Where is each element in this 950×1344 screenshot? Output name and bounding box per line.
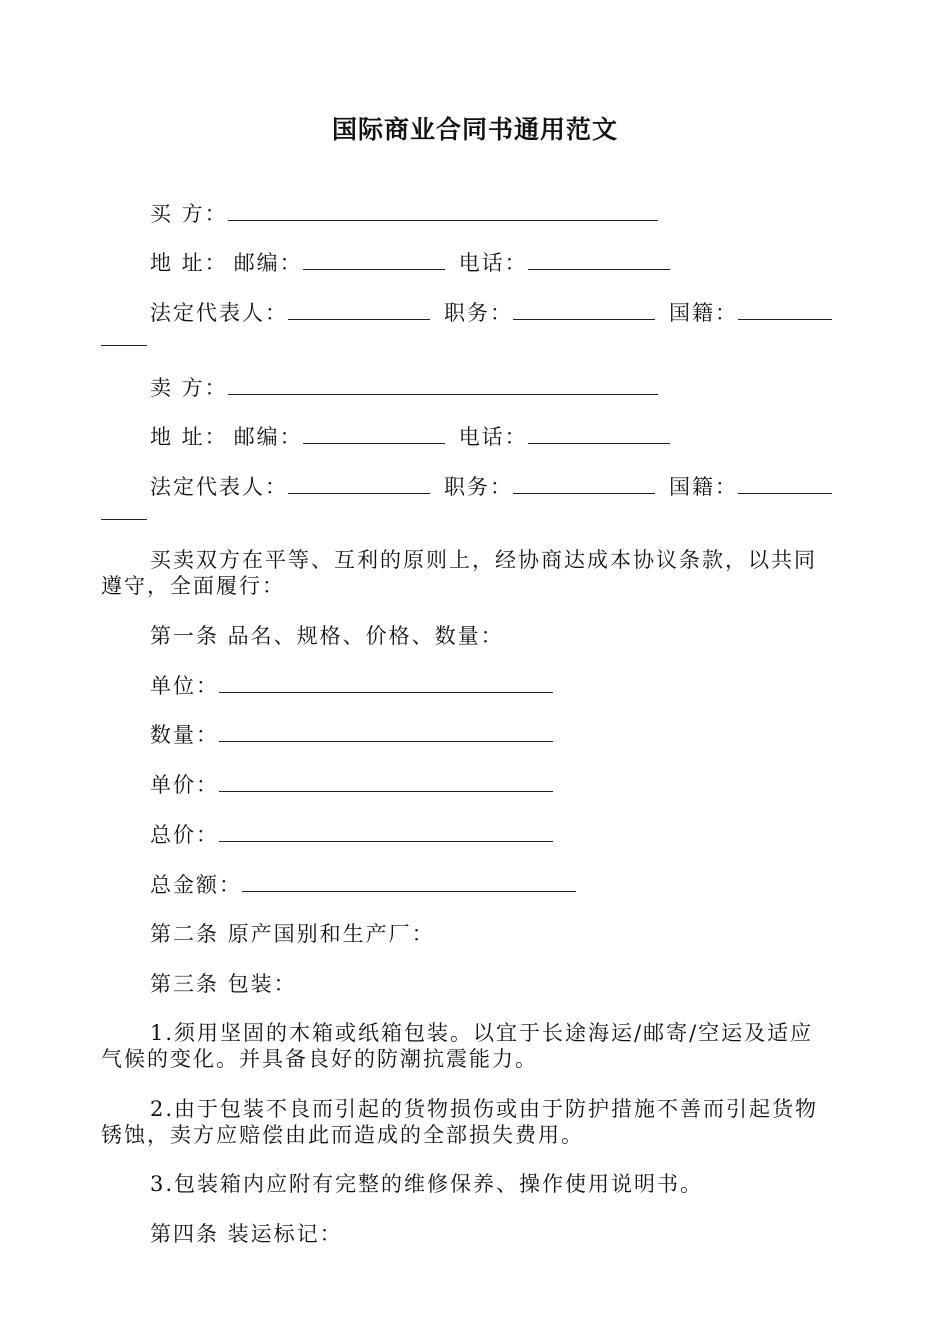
- intro-line-2: 遵守，全面履行：: [101, 574, 285, 598]
- buyer-position-blank[interactable]: [513, 301, 655, 320]
- buyer-nationality-blank-cont[interactable]: [101, 327, 147, 346]
- buyer-line: [150, 200, 658, 228]
- buyer-address-line: [150, 249, 670, 277]
- intro-line-1: 买卖双方在平等、互利的原则上，经协商达成本协议条款，以共同: [150, 548, 817, 572]
- article2-heading: 第二条 原产国别和生产厂：: [150, 922, 435, 946]
- unit-price-label: 单价：: [150, 773, 219, 797]
- unit-blank[interactable]: [219, 674, 553, 693]
- packing-item1-line2: 气候的变化。并具备良好的防潮抗震能力。: [101, 1047, 538, 1071]
- buyer-address-label: 地 址：: [150, 251, 228, 275]
- seller-position-label: 职务：: [444, 475, 513, 499]
- seller-rep-line: [150, 473, 832, 501]
- buyer-nationality-blank[interactable]: [738, 301, 832, 320]
- buyer-nationality-continuation: [101, 325, 147, 353]
- document-title: 国际商业合同书通用范文: [331, 115, 618, 144]
- article4-heading: 第四条 装运标记：: [150, 1222, 343, 1246]
- seller-rep-blank[interactable]: [288, 475, 430, 494]
- buyer-nationality-label: 国籍：: [669, 301, 738, 325]
- buyer-position-label: 职务：: [444, 301, 513, 325]
- quantity-label: 数量：: [150, 723, 219, 747]
- quantity-line: [150, 721, 553, 749]
- packing-item1-line1: 1.须用坚固的木箱或纸箱包装。以宜于长途海运/邮寄/空运及适应: [150, 1021, 814, 1045]
- buyer-name-blank[interactable]: [228, 202, 658, 221]
- article3-heading: 第三条 包装：: [150, 972, 297, 996]
- buyer-rep-line: [150, 299, 832, 327]
- seller-line: [150, 374, 658, 402]
- seller-name-blank[interactable]: [228, 376, 658, 395]
- buyer-postcode-label: 邮编：: [233, 251, 303, 275]
- seller-address-line: [150, 423, 670, 451]
- article1-heading: 第一条 品名、规格、价格、数量：: [150, 624, 504, 648]
- packing-item2-line1: 2.由于包装不良而引起的货物损伤或由于防护措施不善而引起货物: [150, 1097, 819, 1121]
- unit-price-line: [150, 771, 553, 799]
- packing-item2-line2: 锈蚀，卖方应赔偿由此而造成的全部损失费用。: [101, 1123, 584, 1147]
- buyer-rep-blank[interactable]: [288, 301, 430, 320]
- buyer-rep-label: 法定代表人：: [150, 301, 288, 325]
- total-amount-label: 总金额：: [150, 873, 242, 897]
- seller-nationality-blank[interactable]: [738, 475, 832, 494]
- unit-price-blank[interactable]: [219, 773, 553, 792]
- seller-address-label: 地 址：: [150, 425, 228, 449]
- seller-phone-blank[interactable]: [528, 425, 670, 444]
- seller-phone-label: 电话：: [458, 425, 528, 449]
- total-price-blank[interactable]: [219, 823, 553, 842]
- total-price-label: 总价：: [150, 823, 219, 847]
- seller-label: 卖 方：: [150, 376, 228, 400]
- quantity-blank[interactable]: [219, 723, 553, 742]
- seller-postcode-blank[interactable]: [303, 425, 445, 444]
- seller-postcode-label: 邮编：: [233, 425, 303, 449]
- buyer-phone-label: 电话：: [458, 251, 528, 275]
- unit-label: 单位：: [150, 674, 219, 698]
- seller-position-blank[interactable]: [513, 475, 655, 494]
- packing-item3: 3.包装箱内应附有完整的维修保养、操作使用说明书。: [150, 1172, 704, 1196]
- unit-line: [150, 672, 553, 700]
- seller-rep-label: 法定代表人：: [150, 475, 288, 499]
- buyer-phone-blank[interactable]: [528, 251, 670, 270]
- total-price-line: [150, 821, 553, 849]
- seller-nationality-label: 国籍：: [669, 475, 738, 499]
- total-amount-blank[interactable]: [242, 873, 576, 892]
- seller-nationality-continuation: [101, 499, 147, 527]
- seller-nationality-blank-cont[interactable]: [101, 501, 147, 520]
- total-amount-line: [150, 871, 576, 899]
- buyer-postcode-blank[interactable]: [303, 251, 445, 270]
- buyer-label: 买 方：: [150, 202, 228, 226]
